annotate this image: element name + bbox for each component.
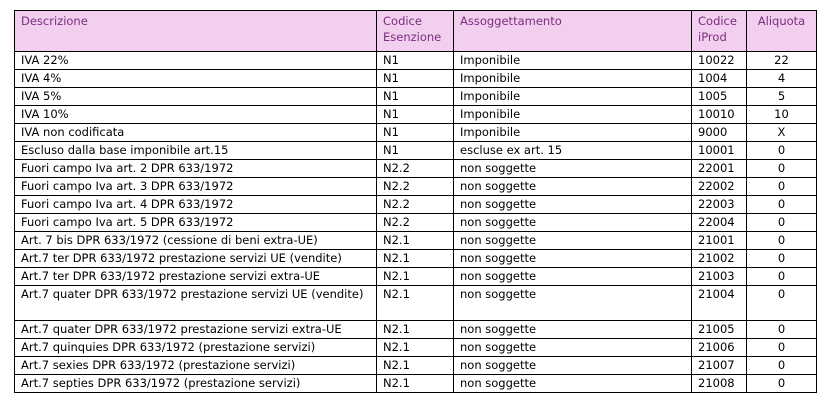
table-row (15, 196, 817, 214)
cell-codice-iprod: 21008 (692, 375, 747, 393)
cell-aliquota: 5 (747, 88, 817, 106)
cell-descrizione: IVA 5% (15, 88, 377, 106)
cell-aliquota: 0 (747, 214, 817, 232)
cell-codice-iprod: 10001 (692, 142, 747, 160)
cell-codice-iprod: 1005 (692, 88, 747, 106)
cell-codice-iprod: 21007 (692, 357, 747, 375)
header-assoggettamento: Assoggettamento (454, 11, 692, 52)
table-row (15, 375, 817, 393)
cell-codice-esenzione: N2.2 (377, 196, 454, 214)
cell-descrizione: IVA 10% (15, 106, 377, 124)
cell-aliquota: 0 (747, 160, 817, 178)
cell-codice-iprod: 9000 (692, 124, 747, 142)
cell-assoggettamento: non soggette (454, 321, 692, 339)
cell-assoggettamento: non soggette (454, 196, 692, 214)
table-row (15, 357, 817, 375)
cell-codice-iprod: 21006 (692, 339, 747, 357)
cell-assoggettamento: non soggette (454, 214, 692, 232)
cell-assoggettamento: Imponibile (454, 88, 692, 106)
cell-assoggettamento: Imponibile (454, 52, 692, 70)
cell-codice-iprod: 10010 (692, 106, 747, 124)
cell-codice-esenzione: N1 (377, 106, 454, 124)
header-codice-iprod: Codice iProd (692, 11, 747, 52)
cell-codice-esenzione: N2.1 (377, 232, 454, 250)
cell-descrizione: IVA non codificata (15, 124, 377, 142)
cell-assoggettamento: escluse ex art. 15 (454, 142, 692, 160)
cell-assoggettamento: Imponibile (454, 70, 692, 88)
cell-codice-iprod: 21001 (692, 232, 747, 250)
cell-aliquota: 0 (747, 357, 817, 375)
cell-descrizione: Art.7 ter DPR 633/1972 prestazione servizi UE (vendite) (15, 250, 377, 268)
cell-descrizione: Art. 7 bis DPR 633/1972 (cessione di beni extra-UE) (15, 232, 377, 250)
table-body (15, 52, 817, 393)
cell-descrizione: Escluso dalla base imponibile art.15 (15, 142, 377, 160)
cell-codice-esenzione: N1 (377, 88, 454, 106)
table-row (15, 70, 817, 88)
cell-aliquota: 0 (747, 375, 817, 393)
cell-aliquota: 0 (747, 142, 817, 160)
vat-codes-table (14, 10, 817, 393)
cell-aliquota: 4 (747, 70, 817, 88)
cell-codice-esenzione: N2.1 (377, 357, 454, 375)
cell-assoggettamento: non soggette (454, 178, 692, 196)
table-row (15, 142, 817, 160)
cell-aliquota: 0 (747, 250, 817, 268)
cell-assoggettamento: non soggette (454, 357, 692, 375)
cell-codice-esenzione: N1 (377, 70, 454, 88)
cell-codice-iprod: 22003 (692, 196, 747, 214)
cell-codice-esenzione: N2.2 (377, 178, 454, 196)
table-row (15, 88, 817, 106)
cell-descrizione: Fuori campo Iva art. 4 DPR 633/1972 (15, 196, 377, 214)
table-row (15, 178, 817, 196)
cell-descrizione: Fuori campo Iva art. 5 DPR 633/1972 (15, 214, 377, 232)
header-descrizione: Descrizione (15, 11, 377, 52)
cell-codice-esenzione: N2.1 (377, 339, 454, 357)
cell-codice-esenzione: N2.1 (377, 250, 454, 268)
cell-assoggettamento: non soggette (454, 286, 692, 321)
cell-codice-esenzione: N2.1 (377, 268, 454, 286)
vat-codes-table-container (14, 10, 817, 393)
cell-aliquota: 22 (747, 52, 817, 70)
table-row (15, 52, 817, 70)
cell-codice-iprod: 22001 (692, 160, 747, 178)
cell-codice-iprod: 21003 (692, 268, 747, 286)
cell-descrizione: IVA 22% (15, 52, 377, 70)
cell-assoggettamento: Imponibile (454, 106, 692, 124)
cell-aliquota: X (747, 124, 817, 142)
table-row (15, 124, 817, 142)
cell-aliquota: 0 (747, 339, 817, 357)
cell-descrizione: Art.7 quater DPR 633/1972 prestazione servizi UE (vendite) (15, 286, 377, 321)
cell-assoggettamento: non soggette (454, 268, 692, 286)
table-row (15, 106, 817, 124)
cell-codice-iprod: 10022 (692, 52, 747, 70)
cell-codice-iprod: 21002 (692, 250, 747, 268)
cell-codice-iprod: 21005 (692, 321, 747, 339)
cell-codice-iprod: 22002 (692, 178, 747, 196)
cell-descrizione: Art.7 ter DPR 633/1972 prestazione servizi extra-UE (15, 268, 377, 286)
cell-descrizione: IVA 4% (15, 70, 377, 88)
cell-assoggettamento: non soggette (454, 160, 692, 178)
cell-aliquota: 0 (747, 321, 817, 339)
cell-assoggettamento: non soggette (454, 339, 692, 357)
cell-aliquota: 0 (747, 232, 817, 250)
cell-codice-esenzione: N2.2 (377, 160, 454, 178)
cell-aliquota: 10 (747, 106, 817, 124)
header-codice-esenzione: Codice Esenzione (377, 11, 454, 52)
cell-descrizione: Art.7 quater DPR 633/1972 prestazione servizi extra-UE (15, 321, 377, 339)
table-row (15, 268, 817, 286)
cell-assoggettamento: non soggette (454, 250, 692, 268)
table-row (15, 286, 817, 321)
cell-codice-esenzione: N1 (377, 142, 454, 160)
cell-aliquota: 0 (747, 178, 817, 196)
cell-descrizione: Fuori campo Iva art. 2 DPR 633/1972 (15, 160, 377, 178)
cell-aliquota: 0 (747, 286, 817, 321)
cell-codice-esenzione: N2.1 (377, 375, 454, 393)
cell-codice-iprod: 21004 (692, 286, 747, 321)
table-row (15, 250, 817, 268)
cell-descrizione: Art.7 septies DPR 633/1972 (prestazione servizi) (15, 375, 377, 393)
table-row (15, 214, 817, 232)
table-header-row (15, 11, 817, 52)
cell-codice-esenzione: N2.1 (377, 321, 454, 339)
table-row (15, 160, 817, 178)
cell-codice-iprod: 1004 (692, 70, 747, 88)
cell-assoggettamento: non soggette (454, 375, 692, 393)
cell-codice-esenzione: N2.2 (377, 214, 454, 232)
cell-codice-esenzione: N1 (377, 52, 454, 70)
cell-assoggettamento: Imponibile (454, 124, 692, 142)
cell-codice-esenzione: N1 (377, 124, 454, 142)
table-row (15, 321, 817, 339)
cell-codice-iprod: 22004 (692, 214, 747, 232)
header-aliquota: Aliquota (747, 11, 817, 52)
cell-aliquota: 0 (747, 268, 817, 286)
cell-assoggettamento: non soggette (454, 232, 692, 250)
cell-aliquota: 0 (747, 196, 817, 214)
cell-descrizione: Art.7 sexies DPR 633/1972 (prestazione servizi) (15, 357, 377, 375)
cell-descrizione: Fuori campo Iva art. 3 DPR 633/1972 (15, 178, 377, 196)
table-row (15, 232, 817, 250)
cell-codice-esenzione: N2.1 (377, 286, 454, 321)
cell-descrizione: Art.7 quinquies DPR 633/1972 (prestazione servizi) (15, 339, 377, 357)
table-row (15, 339, 817, 357)
